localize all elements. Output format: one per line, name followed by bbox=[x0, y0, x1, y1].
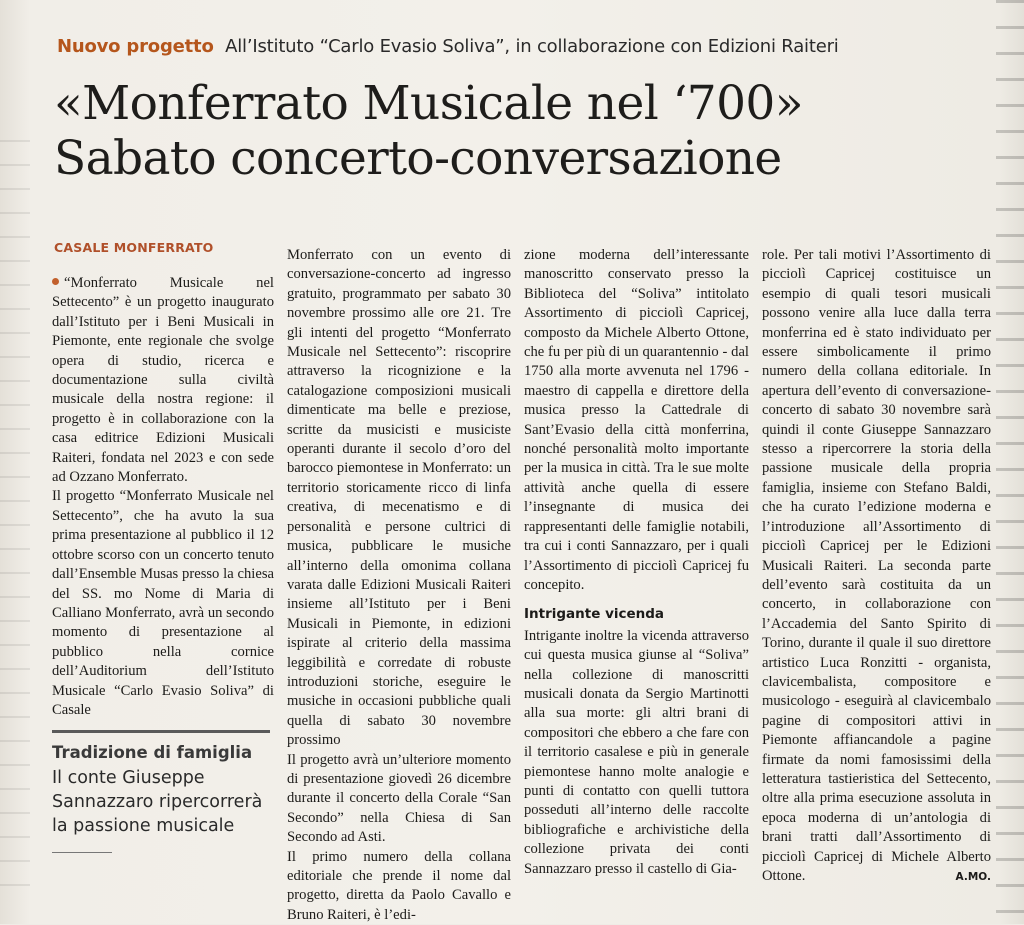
adjacent-article-edge-right bbox=[996, 0, 1024, 924]
paragraph: Intrigante inoltre la vicenda attraverso cui questa musica giunse al “Soliva” nella collezione di manoscritti musicali donata da Sergio Martinotti alla sua morte: gli altri brani di compositori che ebbero a che fare con il territorio casalese e più in generale piemontese hanno molte analogie e punti di contatto con quelli tuttora posseduti all’interno delle raccolte bibliografiche e archivistiche della collezione privata dei conti Sannazzaro presso il castello di Gia- bbox=[524, 627, 749, 877]
paragraph: zione moderna dell’interessante manoscritto conservato presso la Biblioteca del “Soliva” intitolato Assortimento di picciolì Capricej, composto da Michele Alberto Ottone, che fu per più di un quarantennio - dal 1750 alla morte avvenuta nel 1796 - maestro di cappella e direttore della musica presso la Cattedrale di Sant’Evasio della città monferrina, nonché personalità molto importante per la musica in città. Tra le sue molte attività anche quella di essere l’insegnante di musica dei rappresentanti delle famiglie notabili, tra cui i conti Sannazzaro, per i quali l’Assortimento di picciolì Capricej fu concepito. bbox=[524, 247, 749, 593]
dateline-label: CASALE MONFERRATO bbox=[54, 240, 214, 255]
pull-quote-title: Tradizione di famiglia bbox=[52, 743, 253, 762]
author-signature: A.MO. bbox=[955, 871, 991, 884]
article-kicker bbox=[57, 36, 957, 57]
paragraph bbox=[52, 274, 274, 487]
paragraph-text: “Monferrato Musicale nel Settecento” è un progetto inaugurato dall’Istituto per i Beni Musicali in Piemonte, ente regionale che svolge opera di studio, ricerca e documentazione sulla civiltà musicale della nostra regione: il progetto è in collaborazione con la casa editrice Edizioni Musicali Raiteri, fondata nel 2023 e con sede ad Ozzano Monferrato. bbox=[52, 275, 274, 486]
article-column-3 bbox=[524, 246, 749, 879]
pull-quote-box bbox=[52, 730, 270, 853]
headline-line-1: «Monferrato Musicale nel ‘700» bbox=[54, 76, 803, 131]
subheading: Intrigante vicenda bbox=[524, 606, 665, 623]
pull-quote-rule bbox=[52, 730, 270, 733]
paragraph: Il progetto “Monferrato Musicale nel Settecento”, che ha avuto la sua prima presentazione al pubblico il 12 ottobre scorso con un concerto tenuto dall’Ensemble Musas presso la chiesa del SS. mo Nome di Maria di Calliano Monferrato, avrà un secondo momento di presentazione al pubblico nella cornice dell’Auditorium dell’Istituto Musicale “Carlo Evasio Soliva” di Casale bbox=[52, 488, 274, 718]
bullet-dot-icon bbox=[52, 278, 59, 285]
headline-line-2: Sabato concerto-conversazione bbox=[54, 131, 782, 186]
paragraph: role. Per tali motivi l’Assortimento di picciolì Capricej costituisce un esempio di quali tesori musicali possono venire alla luce dalla terra monferrina ed è stato individuato per essere simbolicamente il primo numero della collana editoriale. In apertura dell’evento di conversazione-concerto di sabato 30 novembre sarà quindi il conte Giuseppe Sannazzaro stesso a ripercorrere la storia della passione musicale della propria famiglia, insieme con Stefano Baldi, che ha curato l’edizione moderna e l’introduzione all’Assortimento di picciolì Capricej per le Edizioni Musicali Raiteri. La seconda parte dell’evento sarà costituita da un concerto, in collaborazione con l’Accademia del Santo Spirito di Torino, durante il quale il suo direttore artistico Luca Ronzitti - organista, clavicembalista, compositore e musicologo - eseguirà al clavicembalo pagine di compositori attivi in Piemonte affiancandole a pagine firmate da nomi famosissimi della letteratura tastieristica del Settecento, oltre alla prima esecuzione assoluta in epoca moderna di un’antologia di brani tratti dall’Assortimento di picciolì Capricej di Michele Alberto Ottone. bbox=[762, 247, 991, 884]
article-column-1 bbox=[52, 274, 274, 720]
kicker-text: All’Istituto “Carlo Evasio Soliva”, in collaborazione con Edizioni Raiteri bbox=[225, 36, 839, 57]
pull-quote-end-rule bbox=[52, 852, 112, 853]
paragraph: Il progetto avrà un’ulteriore momento di presentazione giovedì 26 dicembre durante il concerto della Corale “San Secondo” nella Chiesa di San Secondo ad Asti. bbox=[287, 751, 511, 846]
adjacent-article-edge-left bbox=[0, 140, 30, 900]
paragraph: Il primo numero della collana editoriale che prende il nome dal progetto, diretta da Paolo Cavallo e Bruno Raiteri, è l’edi- bbox=[287, 848, 511, 923]
paragraph: Monferrato con un evento di conversazione-concerto ad ingresso gratuito, programmato per sabato 30 novembre prossimo alle ore 21. Tre gli intenti del progetto “Monferrato Musicale nel Settecento”: riscoprire attraverso la ricognizione e la catalogazione composizioni musicali dimenticate ma belle e preziose, scritte da musicisti e musiciste operanti durante il secolo d’oro del barocco piemontese in Monferrato: un territorio storicamente ricco di linfa creativa, di mecenatismo e di personalità e persone cultrici di musica, pubblicare le musiche all’interno della omonima collana varata dalle Edizioni Musicali Raiteri insieme all’Istituto per i Beni Musicali in Piemonte, in edizioni ispirate al criterio della massima leggibilità e corredate di robuste introduzioni storiche, eseguire le musiche in occasioni pubbliche quali quella di sabato 30 novembre prossimo bbox=[287, 247, 511, 749]
article-column-4 bbox=[762, 246, 991, 888]
pull-quote-text: Il conte Giuseppe Sannazzaro ripercorrerà la passione musicale bbox=[52, 768, 263, 836]
article-headline bbox=[54, 76, 974, 186]
kicker-lead: Nuovo progetto bbox=[57, 36, 214, 57]
article-column-2 bbox=[287, 246, 511, 925]
